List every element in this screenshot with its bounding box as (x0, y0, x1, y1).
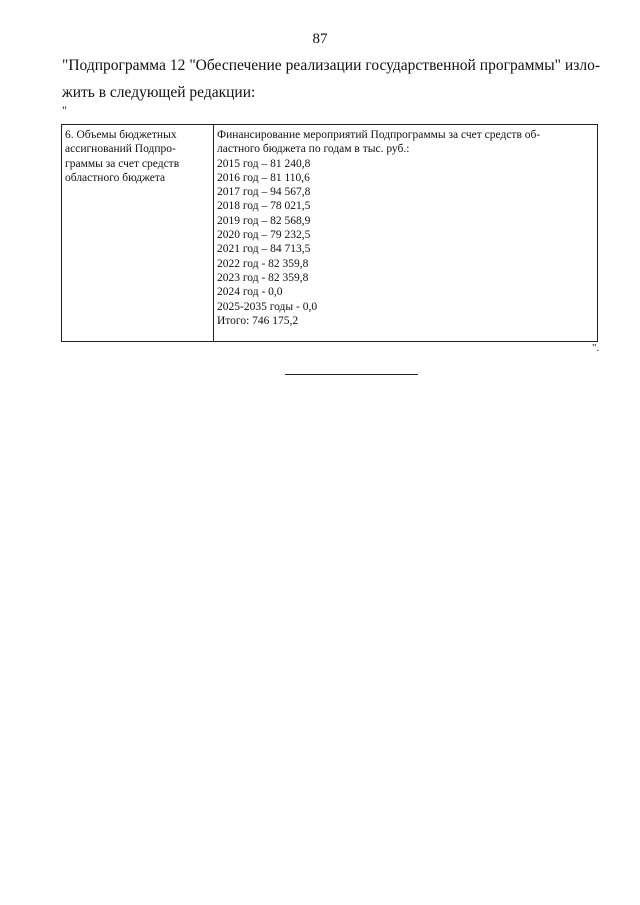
label-line: 6. Объемы бюджетных (65, 129, 177, 141)
funding-year-2020: 2020 год – 79 232,5 (217, 229, 311, 242)
funding-year-2024: 2024 год - 0,0 (217, 286, 283, 299)
label-line: ассигнований Подпро- (65, 143, 176, 156)
funding-year-2022: 2022 год - 82 359,8 (217, 257, 309, 270)
funding-total: Итого: 746 175,2 (217, 314, 299, 327)
table-cell-label (62, 125, 214, 342)
table-cell-funding (214, 125, 598, 342)
intro-paragraph-line2: жить в следующей редакции: (62, 84, 256, 101)
funding-year-2016: 2016 год – 81 110,6 (217, 171, 310, 184)
funding-header-line: ластного бюджета по годам в тыс. руб.: (217, 143, 410, 156)
separator-line (285, 374, 418, 375)
funding-year-2017: 2017 год – 94 567,8 (217, 186, 311, 199)
table-row (62, 125, 598, 342)
funding-year-2015: 2015 год – 81 240,8 (217, 157, 311, 170)
budget-table (61, 124, 598, 342)
closing-quote: ". (592, 342, 600, 354)
intro-paragraph-line1: "Подпрограмма 12 "Обеспечение реализации государственной программы" изло- (62, 57, 600, 74)
funding-year-2021: 2021 год – 84 713,5 (217, 243, 311, 256)
funding-year-2019: 2019 год – 82 568,9 (217, 214, 311, 227)
funding-header-line: Финансирование мероприятий Подпрограммы за счет средств об- (217, 129, 541, 141)
label-line: граммы за счет средств (65, 157, 180, 170)
opening-quote: " (62, 103, 67, 117)
funding-year-2018: 2018 год – 78 021,5 (217, 200, 311, 213)
funding-years-2025-2035: 2025-2035 годы - 0,0 (217, 300, 318, 313)
page-number: 87 (312, 31, 328, 47)
label-line: областного бюджета (65, 171, 166, 184)
funding-year-2023: 2023 год - 82 359,8 (217, 271, 309, 284)
